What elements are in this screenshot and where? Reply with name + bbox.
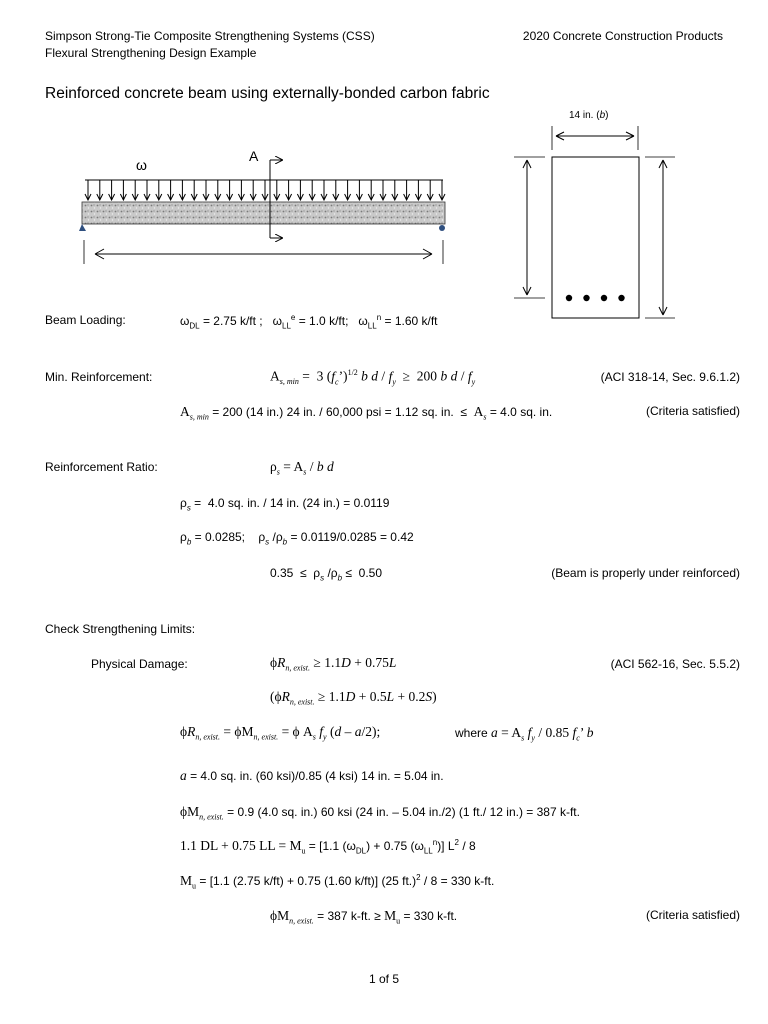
load-arrow	[215, 180, 221, 200]
load-arrow	[309, 180, 315, 200]
ultimate-moment-calc: $M_u = [1.1$ (2.75 k/ft) + 0.75 (1.60 k/ft)] (25 ft.)$^2$ / 8 = 330 k-ft.	[180, 873, 495, 891]
load-arrow	[203, 180, 209, 200]
load-arrow	[392, 180, 398, 200]
moment-capacity-calc: $\phi M_{n, exist.} = 0.9$ (4.0 sq. in.) 60 ksi (24 in. – 5.04 in./2) (1 ft./ 12 in.) = 387 k-ft.	[180, 804, 580, 822]
ultimate-moment-formula: 1.1 DL + 0.75 LL = $M_u = [1.1$ $(\omega_{DL}) + 0.75$ $(\omega_{LL}^n)$] $L^2 / 8$	[180, 838, 476, 856]
moment-check: $\phi M_{n, exist.} = 387$ k-ft. ≥ $M_u = 330$ k-ft.	[270, 908, 458, 926]
section-width-label: 14 in. (b)	[569, 110, 609, 121]
rebar-dot	[601, 295, 607, 301]
ratio-formula: $\rho_s = A_s / b$ d	[270, 459, 334, 477]
load-arrow	[333, 180, 339, 200]
balanced-ratio: $\rho_b = 0.0285$; $\rho_s$ $/\rho_b = 0.0119/0.0285 = 0.42$	[180, 530, 414, 547]
beam-loading-values: $\omega_{DL} = 2.75$ k/ft ; $\omega_{LL}^e = 1.0$ k/ft; $\omega_{LL}^n = 1.60$ k/ft	[180, 313, 438, 331]
criteria-satisfied-2: (Criteria satisfied)	[645, 908, 740, 922]
load-arrow	[191, 180, 197, 200]
load-arrow	[404, 180, 410, 200]
load-arrow	[132, 180, 138, 200]
load-arrow	[156, 180, 162, 200]
min-reinforcement-formula: $A_{s, min} = 3$ $(f_c’)^{1/2}$ b $d / f_y \ge 200$ b d / $f_y$	[270, 368, 476, 387]
load-arrow	[274, 180, 280, 200]
load-arrow	[345, 180, 351, 200]
load-arrow	[439, 180, 445, 200]
load-arrow	[97, 180, 103, 200]
ratio-limits: $0.35 \le \rho_s$ $/\rho_b \le 0.50$	[270, 566, 383, 583]
page-title: Reinforced concrete beam using externally-bonded carbon fabric	[45, 85, 490, 102]
load-arrow	[179, 180, 185, 200]
load-arrow	[427, 180, 433, 200]
header-left	[45, 28, 375, 62]
header-right: 2020 Concrete Construction Products	[522, 29, 723, 43]
stress-block-calc: a = 4.0 sq. in. (60 ksi)/0.85 (4 ksi) 14 in. = 5.04 in.	[180, 768, 444, 783]
load-symbol: ω	[136, 157, 147, 173]
min-reinforcement-calc: $A_{s, min} = 200$ (14 in.) 24 in. / 60,000 psi = 1.12 sq. in. ≤ $A_s = 4.0$ sq. in.	[180, 404, 553, 422]
reinforcement-ratio-label: Reinforcement Ratio:	[45, 460, 158, 474]
load-arrow	[356, 180, 362, 200]
load-arrow	[144, 180, 150, 200]
beam-cross-section	[552, 157, 639, 318]
nominal-moment-formula: $\phi R_{n, exist.} = \phi M_{n, exist.} = \phi$ $A_s$ $f_y$ (d – a/2);	[180, 724, 381, 742]
rebar-dot	[566, 295, 572, 301]
under-reinforced-note: (Beam is properly under reinforced)	[551, 566, 740, 580]
load-arrow	[262, 180, 268, 200]
header-company: Simpson Strong-Tie Composite Strengthening Systems (CSS)	[45, 29, 375, 43]
min-reinforcement-label: Min. Reinforcement:	[45, 370, 153, 384]
check-limits-label: Check Strengthening Limits:	[45, 622, 196, 636]
page-number: 1 of 5	[368, 972, 400, 986]
rebar-dots	[566, 295, 625, 301]
load-arrow	[109, 180, 115, 200]
beam-body	[82, 202, 445, 224]
roller-support-icon	[439, 225, 445, 231]
load-arrow	[415, 180, 421, 200]
load-arrow	[368, 180, 374, 200]
load-arrow	[238, 180, 244, 200]
aci318-reference: (ACI 318-14, Sec. 9.6.1.2)	[600, 370, 740, 384]
load-arrow	[227, 180, 233, 200]
header-doc-title: Flexural Strengthening Design Example	[45, 46, 257, 60]
distributed-load-arrows	[85, 180, 445, 200]
alt-damage-formula: $(\phi R_{n, exist.} \ge 1.1D + 0.5L + 0.2S)$	[270, 689, 437, 707]
aci562-reference: (ACI 562-16, Sec. 5.5.2)	[610, 657, 740, 671]
load-arrow	[297, 180, 303, 200]
load-arrow	[168, 180, 174, 200]
ratio-calc: $\rho_s = 4.0$ sq. in. / 14 in. (24 in.) = 0.0119	[180, 496, 390, 513]
pin-support-icon	[79, 224, 86, 231]
load-arrow	[85, 180, 91, 200]
rebar-dot	[618, 295, 624, 301]
load-arrow	[120, 180, 126, 200]
stress-block-depth-formula: where $a = A_s$ $f_y / 0.85$ $f_c$’ b	[455, 725, 594, 743]
load-arrow	[321, 180, 327, 200]
criteria-satisfied-1: (Criteria satisfied)	[645, 404, 740, 418]
rebar-dot	[583, 295, 589, 301]
physical-damage-formula: $\phi R_{n, exist.} \ge 1.1D + 0.75L$	[270, 655, 397, 673]
load-arrow	[250, 180, 256, 200]
load-arrow	[380, 180, 386, 200]
physical-damage-label: Physical Damage:	[91, 657, 188, 671]
load-arrow	[286, 180, 292, 200]
section-cut-label: A	[249, 148, 259, 164]
beam-loading-label: Beam Loading:	[45, 313, 126, 327]
